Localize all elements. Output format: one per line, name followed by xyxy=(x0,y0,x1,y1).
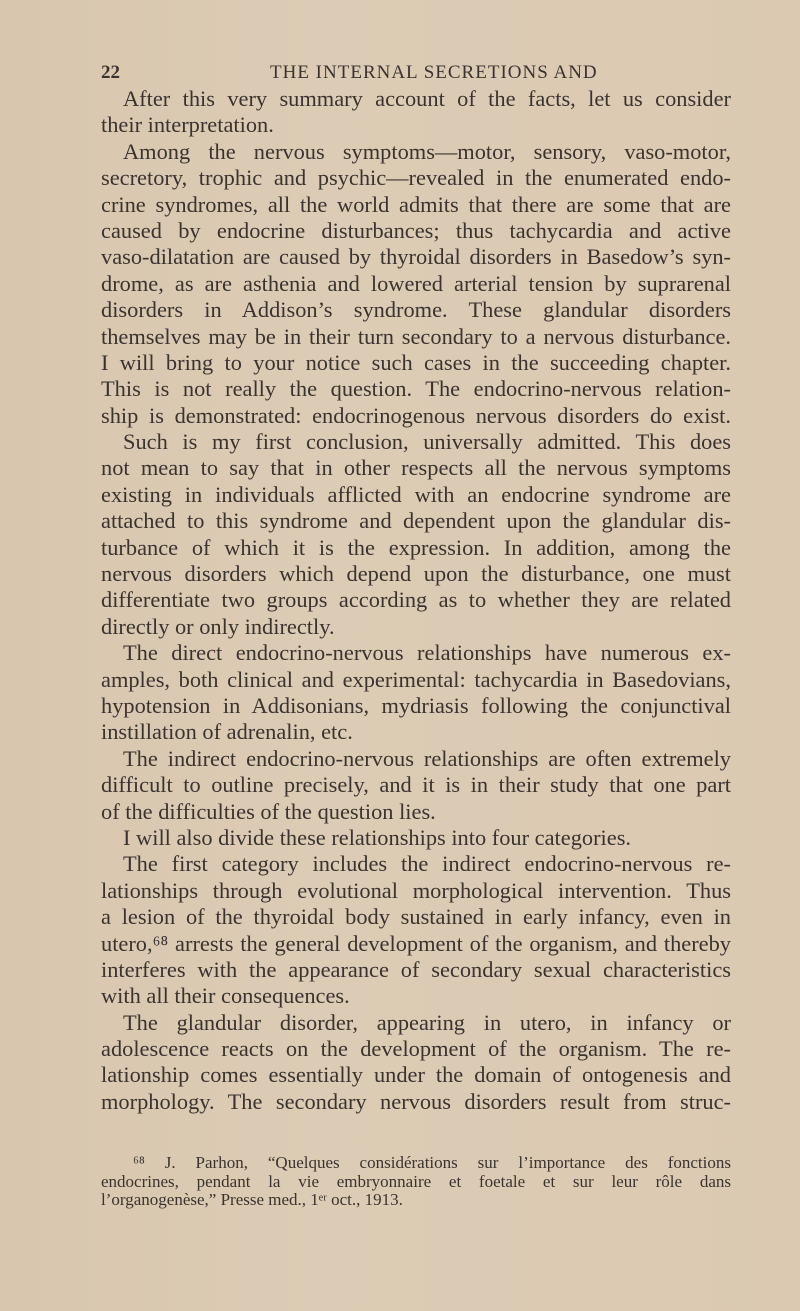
body-text xyxy=(101,86,731,1115)
page-number: 22 xyxy=(101,62,120,83)
text-line: Among the nervous symptoms—motor, sensory, vaso-motor, xyxy=(123,138,731,164)
footnote-line: endocrines, pendant la vie embryonnaire et foetale et sur leur rôle dans xyxy=(101,1171,731,1191)
text-line: not mean to say that in other respects all the nervous symptoms xyxy=(101,455,731,481)
text-line: vaso-dilatation are caused by thyroidal disorders in Basedow’s syn- xyxy=(101,244,731,270)
text-line: The direct endocrino-nervous relationships have numerous ex- xyxy=(123,640,731,666)
text-line: I will also divide these relationships into four categories. xyxy=(123,824,632,850)
text-line: The glandular disorder, appearing in utero, in infancy or xyxy=(123,1009,731,1035)
text-line: secretory, trophic and psychic—revealed in the enumerated endo- xyxy=(101,165,731,191)
text-line: instillation of adrenalin, etc. xyxy=(101,719,353,745)
text-line: lationships through evolutional morphological intervention. Thus xyxy=(101,877,731,903)
text-line: The first category includes the indirect endocrino-nervous re- xyxy=(123,851,731,877)
text-line: The indirect endocrino-nervous relationships are often extremely xyxy=(123,745,731,771)
text-line: lationship comes essentially under the domain of ontogenesis and xyxy=(101,1062,731,1088)
text-line: amples, both clinical and experimental: tachycardia in Basedovians, xyxy=(101,666,731,692)
text-line: caused by endocrine disturbances; thus tachycardia and active xyxy=(101,217,731,243)
text-line: turbance of which it is the expression. In addition, among the xyxy=(101,534,731,560)
running-header xyxy=(101,62,731,88)
text-line: This is not really the question. The endocrino-nervous relation- xyxy=(101,376,731,402)
text-line: their interpretation. xyxy=(101,112,274,138)
footnote-line: ⁶⁸ J. Parhon, “Quelques considérations sur l’importance des fonctions xyxy=(133,1153,731,1172)
text-line: Such is my first conclusion, universally admitted. This does xyxy=(123,429,731,455)
text-line: attached to this syndrome and dependent upon the glandular dis- xyxy=(101,508,731,534)
text-line: morphology. The secondary nervous disorders result from struc- xyxy=(101,1088,731,1114)
text-line: existing in individuals afflicted with an endocrine syndrome are xyxy=(101,481,731,507)
text-line: of the difficulties of the question lies. xyxy=(101,798,436,824)
text-line: ship is demonstrated: endocrinogenous nervous disorders do exist. xyxy=(101,402,731,428)
text-line: themselves may be in their turn secondary to a nervous disturbance. xyxy=(101,323,731,349)
text-line: adolescence reacts on the development of the organism. The re- xyxy=(101,1036,731,1062)
footnote-line: l’organogenèse,” Presse med., 1ᵉʳ oct., 1913. xyxy=(101,1190,403,1209)
running-head-title: THE INTERNAL SECRETIONS AND xyxy=(270,62,598,83)
text-line: nervous disorders which depend upon the disturbance, one must xyxy=(101,561,731,587)
text-line: differentiate two groups according as to whether they are related xyxy=(101,587,731,613)
text-line: drome, as are asthenia and lowered arterial tension by suprarenal xyxy=(101,270,731,296)
text-line: directly or only indirectly. xyxy=(101,613,335,639)
text-line: crine syndromes, all the world admits that there are some that are xyxy=(101,191,731,217)
text-line: hypotension in Addisonians, mydriasis following the conjunctival xyxy=(101,692,731,718)
text-line: difficult to outline precisely, and it is in their study that one part xyxy=(101,772,731,798)
text-line: disorders in Addison’s syndrome. These glandular disorders xyxy=(101,297,731,323)
footnote xyxy=(101,1154,731,1210)
text-line: with all their consequences. xyxy=(101,983,350,1009)
text-line: I will bring to your notice such cases in the succeeding chapter. xyxy=(101,349,731,375)
text-line: utero,⁶⁸ arrests the general development of the organism, and thereby xyxy=(101,930,731,956)
text-line: After this very summary account of the facts, let us consider xyxy=(123,86,731,111)
text-line: interferes with the appearance of secondary sexual characteristics xyxy=(101,956,731,982)
text-line: a lesion of the thyroidal body sustained in early infancy, even in xyxy=(101,904,731,930)
